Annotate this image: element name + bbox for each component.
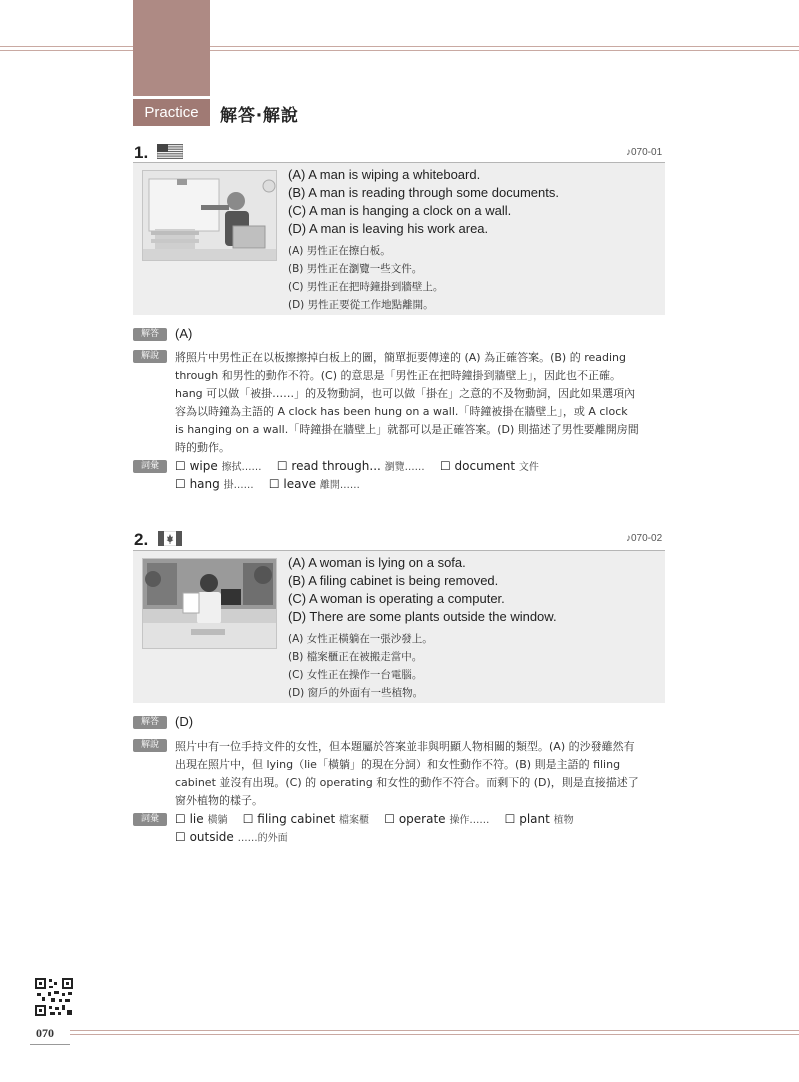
explanation-1-line: is hanging on a wall.「時鐘掛在牆壁上」就都可以是正確答案。(D) 則描述了男性要離開房間 [175, 423, 639, 436]
question-2-photo [142, 558, 277, 649]
option-en-a: (A) A man is wiping a whiteboard. [288, 167, 481, 182]
vocab-2-row-2 [175, 829, 288, 844]
vocab-item: ☐ plant 植物 [504, 812, 574, 826]
vocab-2-row-1 [175, 811, 574, 826]
bottom-rule-1 [70, 1030, 799, 1031]
vocab-item: ☐ operate 操作…… [384, 812, 490, 826]
page-number: 070 [36, 1026, 54, 1040]
vocab-item: ☐ outside ……的外面 [175, 830, 288, 844]
answer-2: (D) [175, 714, 194, 729]
footer-underline [30, 1044, 70, 1045]
explanation-tag-2: 解說 [133, 739, 167, 752]
explanation-1-line: hang 可以做「被掛……」的及物動詞，也可以做「掛在」之意的不及物動詞，因此如果選項內 [175, 387, 636, 400]
us-flag-icon [157, 144, 183, 163]
top-rule-2 [0, 50, 799, 51]
explanation-1-line: 容為以時鐘為主語的 A clock has been hung on a wall.「時鐘被掛在牆壁上」，或 A clock [175, 405, 628, 418]
option-zh-d: (D) 男性正要從工作地點離開。 [288, 299, 434, 311]
qr-code-icon [34, 977, 74, 1017]
answer-tag-1: 解答 [133, 328, 167, 341]
vocab-item: ☐ hang 掛…… [175, 477, 254, 491]
vocab-item: ☐ read through... 瀏覽…… [276, 459, 425, 473]
question-2-box [133, 550, 665, 703]
canada-flag-icon [158, 531, 182, 550]
header-tab-block [133, 0, 210, 96]
question-1-number: 1. [134, 143, 149, 162]
explanation-2-line: 窗外植物的樣子。 [175, 794, 263, 807]
option-en-b: (B) A filing cabinet is being removed. [288, 573, 499, 588]
question-1-box [133, 162, 665, 315]
explanation-1-line: through 和男性的動作不符。(C) 的意思是「男性正在把時鐘掛到牆壁上」，因此也不正確。 [175, 369, 621, 382]
audio-track-2: ♪070-02 [626, 533, 663, 544]
vocab-tag-1: 詞彙 [133, 460, 167, 473]
vocab-item: ☐ filing cabinet 檔案櫃 [242, 812, 369, 826]
vocab-1-row-2 [175, 476, 360, 491]
option-en-d: (D) A man is leaving his work area. [288, 221, 489, 236]
vocab-item: ☐ leave 離開…… [268, 477, 360, 491]
option-zh-d: (D) 窗戶的外面有一些植物。 [288, 687, 424, 699]
explanation-2-line: 照片中有一位手持文件的女性，但本題屬於答案並非與明顯人物相關的類型。(A) 的沙發雖然有 [175, 740, 635, 753]
option-en-d: (D) There are some plants outside the window. [288, 609, 557, 624]
option-zh-c: (C) 男性正在把時鐘掛到牆壁上。 [288, 281, 444, 293]
question-2-number: 2. [134, 530, 149, 549]
explanation-tag-1: 解說 [133, 350, 167, 363]
bottom-rule-2 [70, 1034, 799, 1035]
question-1-photo [142, 170, 277, 261]
option-zh-a: (A) 男性正在擦白板。 [288, 245, 391, 257]
option-en-a: (A) A woman is lying on a sofa. [288, 555, 466, 570]
option-en-c: (C) A man is hanging a clock on a wall. [288, 203, 512, 218]
option-en-c: (C) A woman is operating a computer. [288, 591, 505, 606]
option-en-b: (B) A man is reading through some documents. [288, 185, 559, 200]
explanation-1-line: 時的動作。 [175, 441, 230, 454]
vocab-item: ☐ lie 橫躺 [175, 812, 228, 826]
audio-track-1: ♪070-01 [626, 147, 663, 158]
answer-1: (A) [175, 326, 193, 341]
answer-tag-2: 解答 [133, 716, 167, 729]
option-zh-b: (B) 檔案櫃正在被搬走當中。 [288, 651, 423, 663]
option-zh-b: (B) 男性正在瀏覽一些文件。 [288, 263, 423, 275]
explanation-1-line: 將照片中男性正在以板擦擦掉白板上的圖，簡單扼要傳達的 (A) 為正確答案。(B) 的 reading [175, 351, 627, 364]
option-zh-a: (A) 女性正橫躺在一張沙發上。 [288, 633, 433, 645]
explanation-2-line: cabinet 並沒有出現。(C) 的 operating 和女性的動作不符合。而剩下的 (D)，則是直接描述了 [175, 776, 639, 789]
vocab-1-row-1 [175, 458, 539, 473]
vocab-item: ☐ document 文件 [439, 459, 539, 473]
vocab-item: ☐ wipe 擦拭…… [175, 459, 262, 473]
section-title: 解答‧解說 [220, 106, 299, 126]
practice-label: Practice [133, 99, 210, 126]
explanation-2-line: 出現在照片中，但 lying（lie「橫躺」的現在分詞）和女性動作不符。(B) 則是主語的 filing [175, 758, 621, 771]
option-zh-c: (C) 女性正在操作一台電腦。 [288, 669, 423, 681]
top-rule-1 [0, 46, 799, 47]
vocab-tag-2: 詞彙 [133, 813, 167, 826]
